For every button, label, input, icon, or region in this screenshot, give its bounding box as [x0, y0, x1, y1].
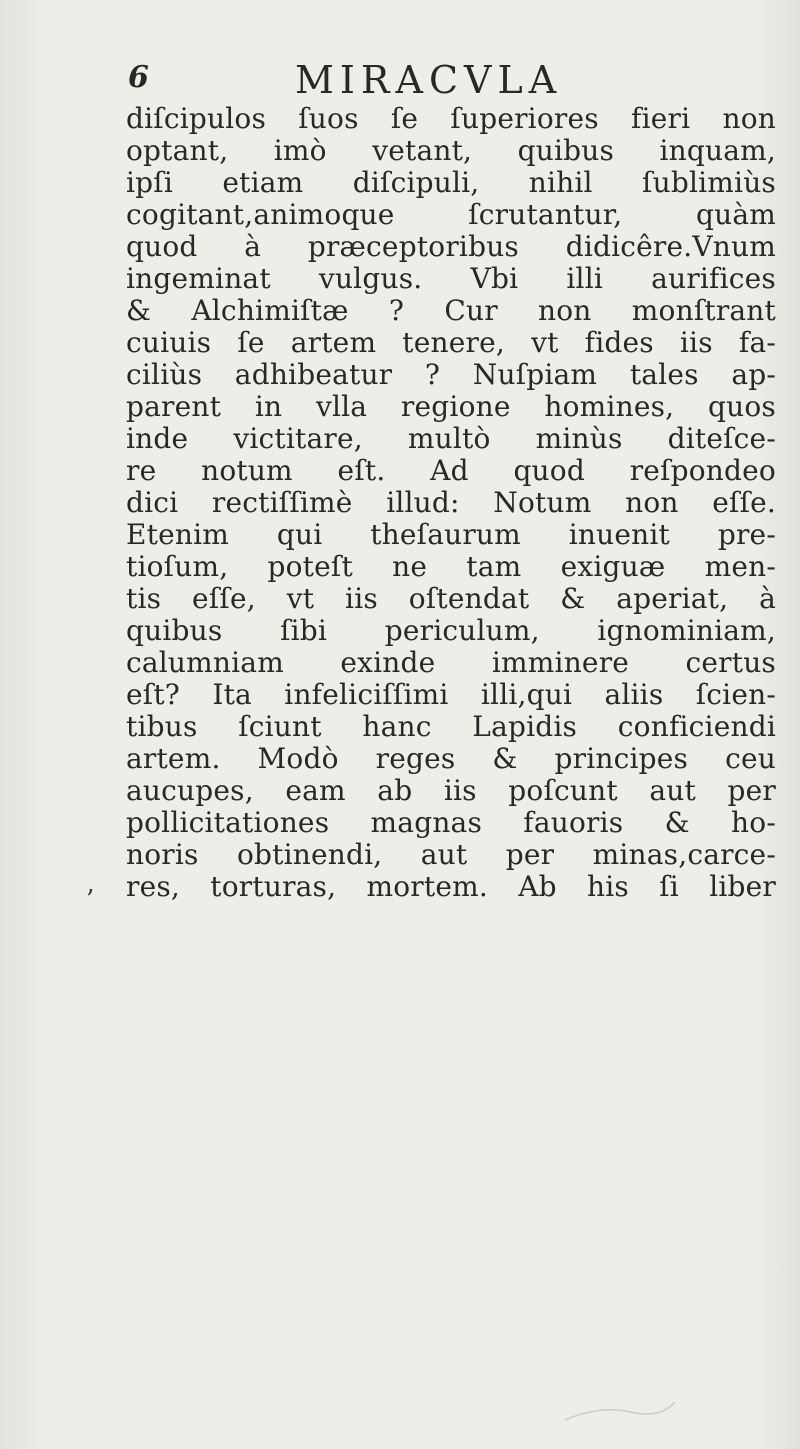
text-line: dici rectiſſimè illud: Notum non eſſe. [126, 486, 776, 519]
body-text [126, 103, 776, 903]
text-line: cogitant,animoque ſcrutantur, quàm [126, 198, 776, 231]
page-header [0, 60, 800, 104]
text-line: quibus ſibi periculum, ignominiam, [126, 614, 776, 647]
margin-mark: ’ [86, 885, 95, 915]
text-line: res, torturas, mortem. Ab his ſi liber [126, 870, 776, 903]
text-line: parent in vlla regione homines, quos [126, 390, 776, 423]
text-line: tioſum, poteſt ne tam exiguæ men- [126, 550, 776, 583]
running-title: MIRACVLA [295, 58, 563, 102]
text-line: ciliùs adhibeatur ? Nuſpiam tales ap- [126, 358, 776, 391]
text-line: artem. Modò reges & principes ceu [126, 742, 776, 775]
text-line: eſt? Ita infeliciſſimi illi,qui aliis ſcien- [126, 678, 776, 711]
text-line: Etenim qui theſaurum inuenit pre- [126, 518, 776, 551]
text-line: noris obtinendi, aut per minas,carce- [126, 838, 776, 871]
text-line: pollicitationes magnas fauoris & ho- [126, 806, 776, 839]
text-line: ipſi etiam diſcipuli, nihil ſublimiùs [126, 166, 776, 199]
text-line: tibus ſciunt hanc Lapidis conficiendi [126, 710, 776, 743]
text-line: cuiuis ſe artem tenere, vt fides iis fa- [126, 326, 776, 359]
page-number: 6 [128, 60, 149, 95]
page-shadow-mark [560, 1380, 680, 1440]
text-line: diſcipulos ſuos ſe ſuperiores fieri non [126, 102, 776, 135]
text-line: re notum eſt. Ad quod reſpondeo [126, 454, 776, 487]
text-line: aucupes, eam ab iis poſcunt aut per [126, 774, 776, 807]
text-line: & Alchimiſtæ ? Cur non monſtrant [126, 294, 776, 327]
text-line: optant, imò vetant, quibus inquam, [126, 134, 776, 167]
text-line: inde victitare, multò minùs diteſce- [126, 422, 776, 455]
text-line: quod à præceptoribus didicêre.Vnum [126, 230, 776, 263]
text-line: ingeminat vulgus. Vbi illi aurifices [126, 262, 776, 295]
text-line: tis eſſe, vt iis oſtendat & aperiat, à [126, 582, 776, 615]
text-line: calumniam exinde imminere certus [126, 646, 776, 679]
